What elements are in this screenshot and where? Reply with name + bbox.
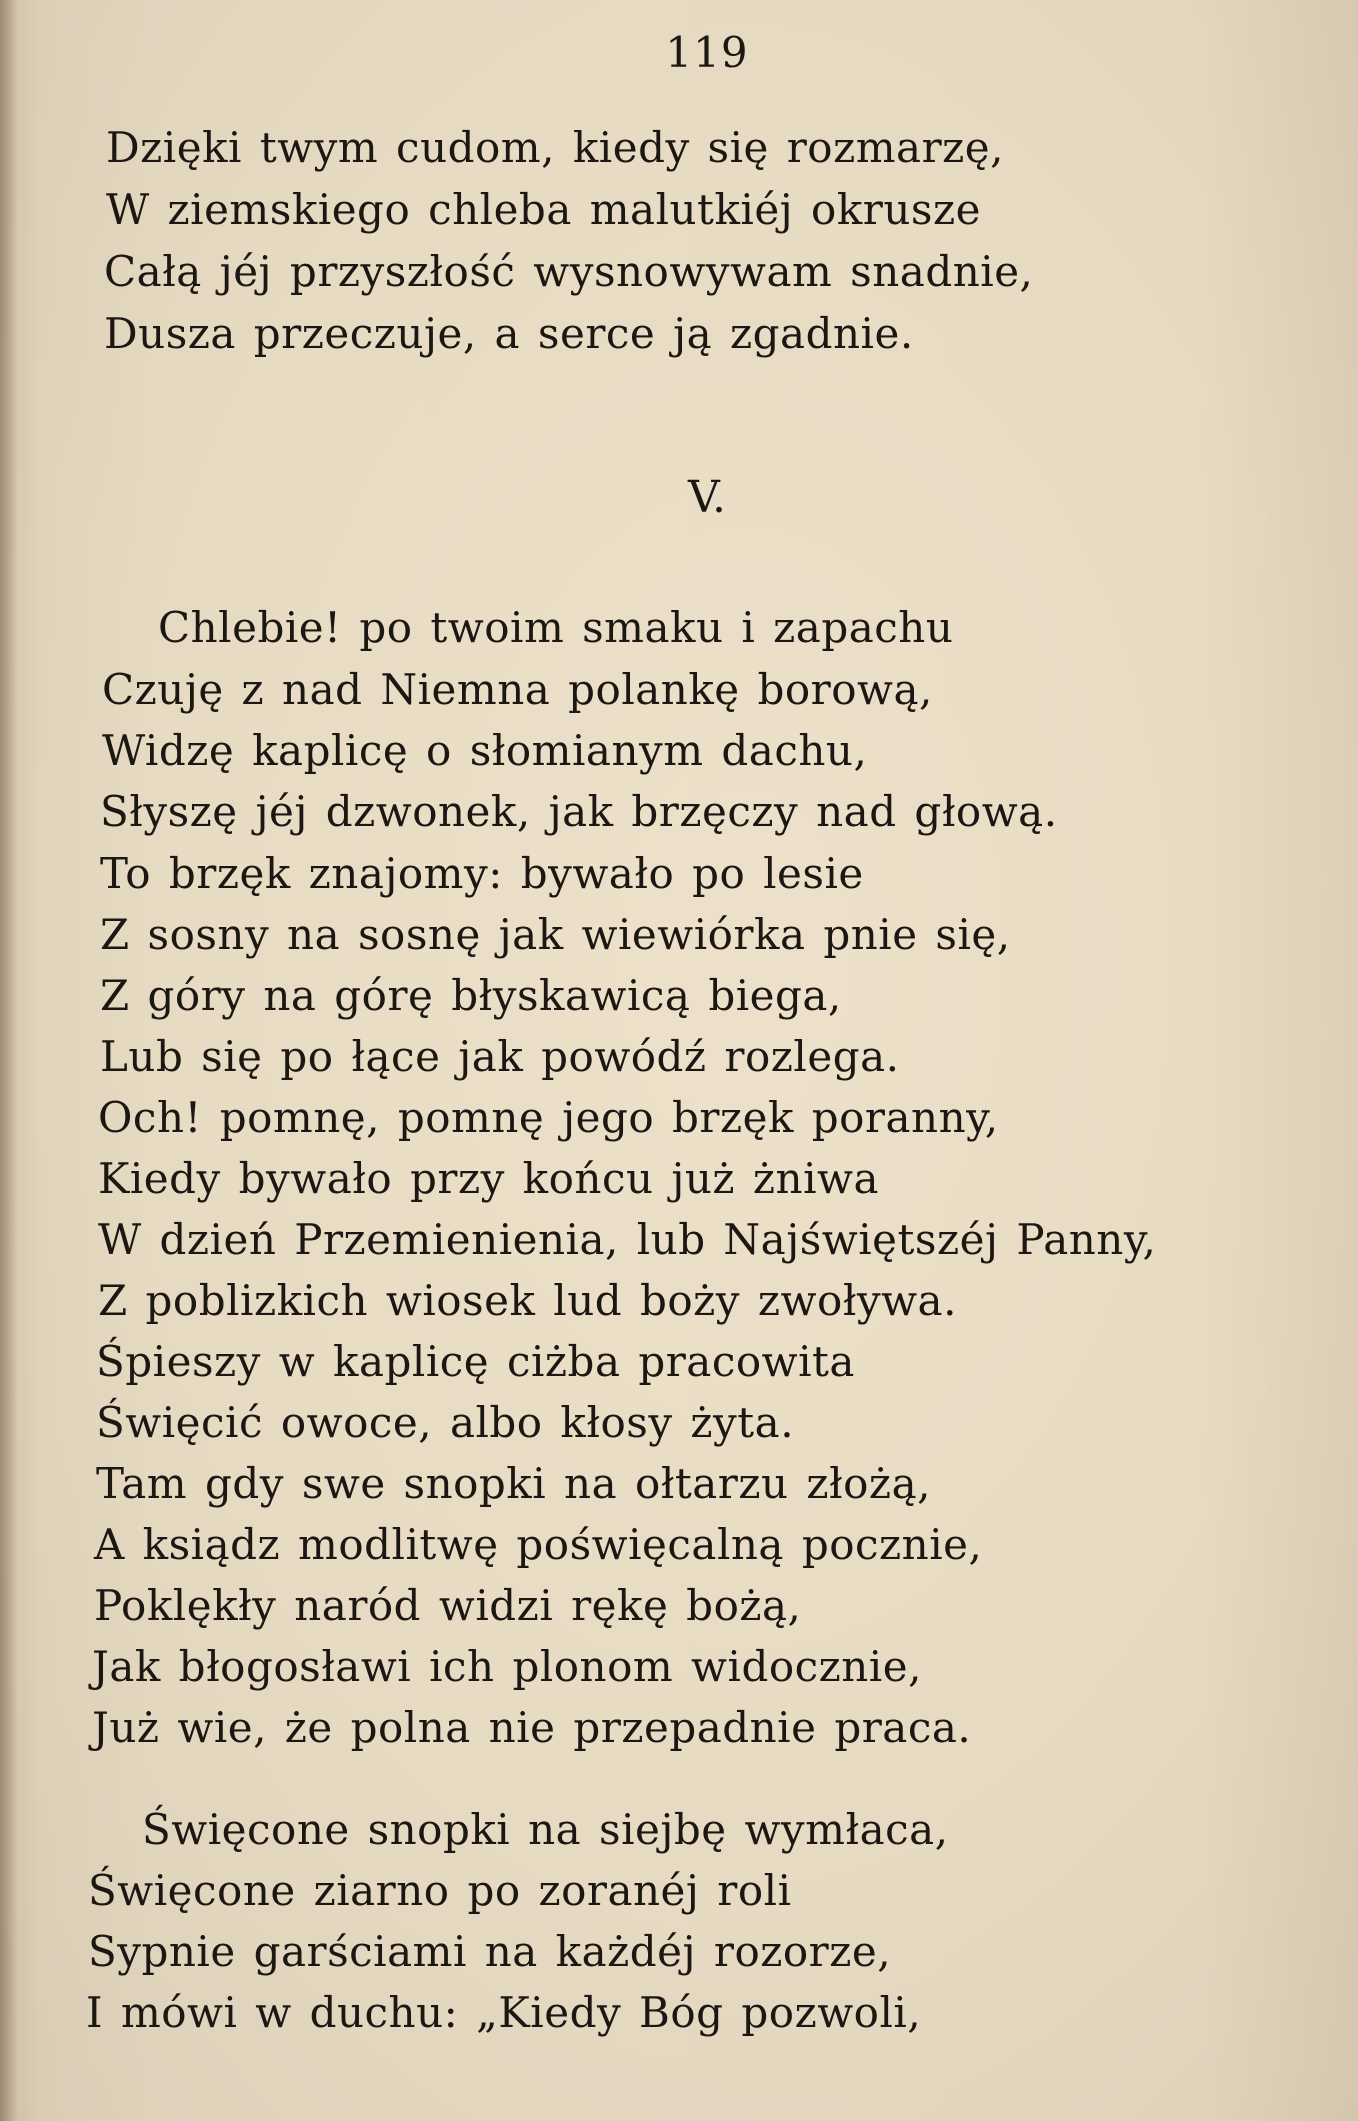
poem-line: Widzę kaplicę o słomianym dachu, (102, 726, 868, 775)
poem-line: Z sosny na sosnę jak wiewiórka pnie się, (100, 910, 1011, 959)
poem-line: Już wie, że polna nie przepadnie praca. (92, 1703, 972, 1752)
poem-line: Święcone snopki na siejbę wymłaca, (142, 1805, 949, 1854)
poem-line: W ziemskiego chleba malutkiéj okrusze (106, 185, 981, 234)
poem-line: Tam gdy swe snopki na ołtarzu złożą, (96, 1459, 931, 1508)
poem-line: Słyszę jéj dzwonek, jak brzęczy nad głową. (100, 787, 1058, 836)
poem-line: Poklękły naród widzi rękę bożą, (94, 1581, 802, 1630)
poem-line: Kiedy bywało przy końcu już żniwa (98, 1154, 880, 1203)
poem-line: Jak błogosławi ich plonom widocznie, (92, 1642, 922, 1691)
poem-line: Święcić owoce, albo kłosy żyta. (96, 1398, 795, 1447)
page-gutter-shadow (0, 0, 18, 2121)
poem-line: W dzień Przemienienia, lub Najświętszéj Panny, (98, 1215, 1157, 1264)
poem-line: Lub się po łące jak powódź rozlega. (100, 1032, 900, 1081)
poem-line: Dusza przeczuje, a serce ją zgadnie. (104, 309, 914, 358)
poem-line: Święcone ziarno po zoranéj roli (88, 1866, 792, 1915)
page-number: 119 (665, 28, 749, 77)
poem-line: Czuję z nad Niemna polankę borową, (102, 665, 933, 714)
poem-line: A ksiądz modlitwę poświęcalną pocznie, (94, 1520, 983, 1569)
poem-line: Chlebie! po twoim smaku i zapachu (158, 603, 954, 652)
poem-line: To brzęk znajomy: bywało po lesie (100, 849, 864, 898)
poem-line: Och! pomnę, pomnę jego brzęk poranny, (98, 1093, 999, 1142)
poem-line: Z poblizkich wiosek lud boży zwoływa. (98, 1276, 957, 1325)
poem-line: Dzięki twym cudom, kiedy się rozmarzę, (106, 123, 1004, 172)
poem-line: Z góry na górę błyskawicą biega, (100, 971, 842, 1020)
section-heading: V. (687, 472, 727, 523)
poem-line: Sypnie garściami na każdéj rozorze, (88, 1927, 892, 1976)
poem-line: Śpieszy w kaplicę ciżba pracowita (96, 1337, 855, 1386)
poem-line: Całą jéj przyszłość wysnowywam snadnie, (104, 247, 1034, 296)
poem-line: I mówi w duchu: „Kiedy Bóg pozwoli, (86, 1988, 922, 2037)
